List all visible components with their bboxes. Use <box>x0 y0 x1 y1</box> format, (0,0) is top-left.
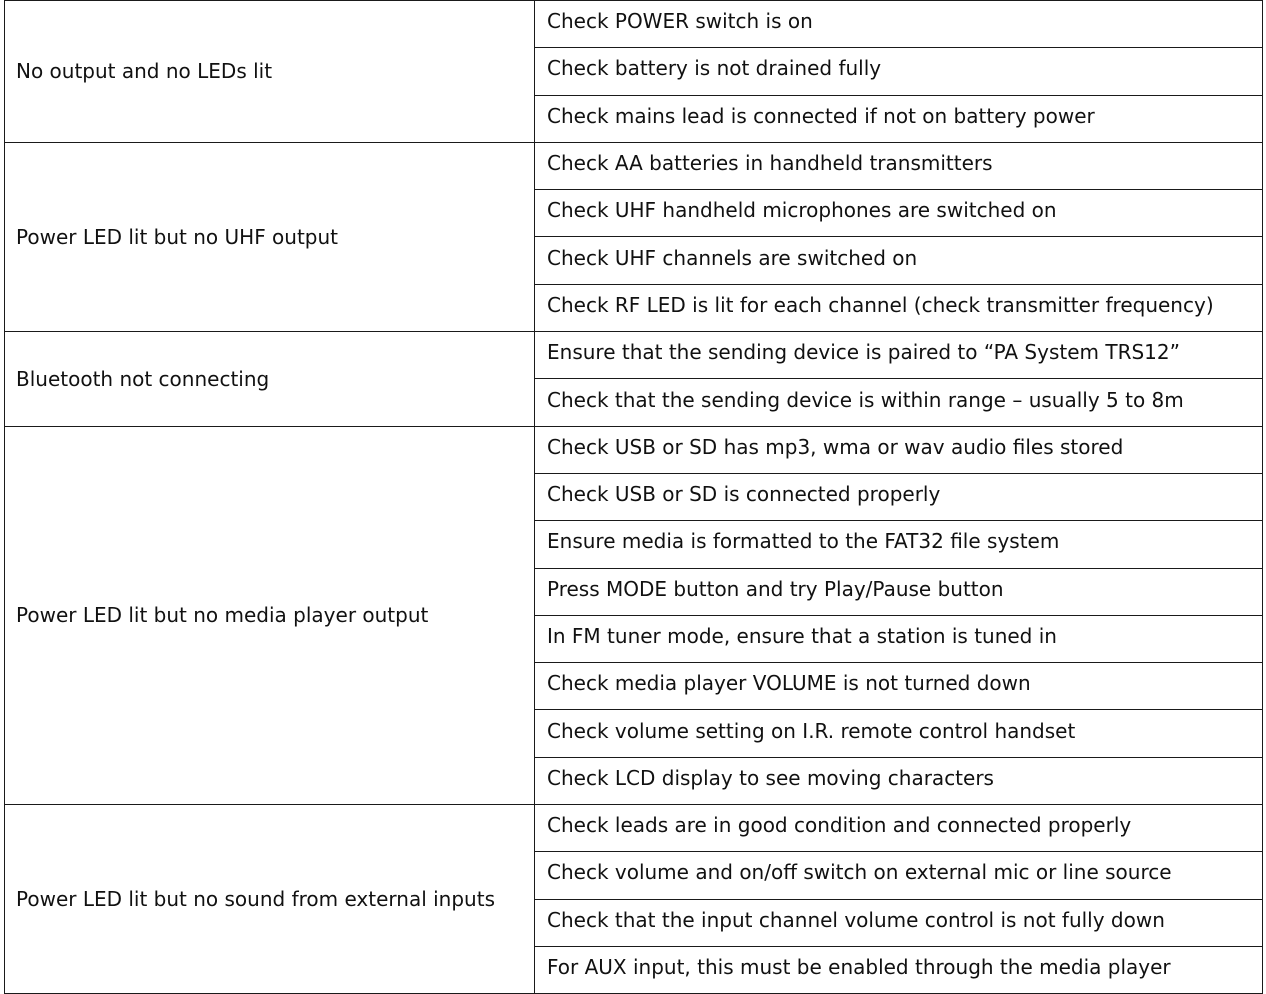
troubleshooting-table <box>4 0 1263 994</box>
check-cell: Check volume and on/off switch on external mic or line source <box>535 852 1263 899</box>
check-cell: Ensure media is formatted to the FAT32 file system <box>535 521 1263 568</box>
check-cell: Check USB or SD has mp3, wma or wav audio files stored <box>535 426 1263 473</box>
problem-cell: Power LED lit but no UHF output <box>5 142 535 331</box>
check-cell: Check mains lead is connected if not on battery power <box>535 95 1263 142</box>
problem-cell: Power LED lit but no sound from external inputs <box>5 805 535 994</box>
check-cell: Check POWER switch is on <box>535 1 1263 48</box>
check-cell: Check UHF channels are switched on <box>535 237 1263 284</box>
check-cell: Check UHF handheld microphones are switched on <box>535 190 1263 237</box>
check-cell: Ensure that the sending device is paired to “PA System TRS12” <box>535 332 1263 379</box>
table-row <box>5 332 1263 379</box>
check-cell: In FM tuner mode, ensure that a station is tuned in <box>535 615 1263 662</box>
check-cell: Check AA batteries in handheld transmitters <box>535 142 1263 189</box>
check-cell: Press MODE button and try Play/Pause button <box>535 568 1263 615</box>
table-row <box>5 1 1263 48</box>
table-row <box>5 426 1263 473</box>
check-cell: For AUX input, this must be enabled through the media player <box>535 946 1263 993</box>
table-row <box>5 805 1263 852</box>
check-cell: Check battery is not drained fully <box>535 48 1263 95</box>
problem-cell: Power LED lit but no media player output <box>5 426 535 804</box>
check-cell: Check leads are in good condition and connected properly <box>535 805 1263 852</box>
check-cell: Check media player VOLUME is not turned down <box>535 663 1263 710</box>
check-cell: Check USB or SD is connected properly <box>535 473 1263 520</box>
check-cell: Check RF LED is lit for each channel (check transmitter frequency) <box>535 284 1263 331</box>
problem-cell: No output and no LEDs lit <box>5 1 535 143</box>
table-row <box>5 142 1263 189</box>
check-cell: Check volume setting on I.R. remote control handset <box>535 710 1263 757</box>
troubleshooting-table-body <box>5 1 1263 994</box>
check-cell: Check that the sending device is within range – usually 5 to 8m <box>535 379 1263 426</box>
problem-cell: Bluetooth not connecting <box>5 332 535 427</box>
check-cell: Check that the input channel volume control is not fully down <box>535 899 1263 946</box>
check-cell: Check LCD display to see moving characters <box>535 757 1263 804</box>
